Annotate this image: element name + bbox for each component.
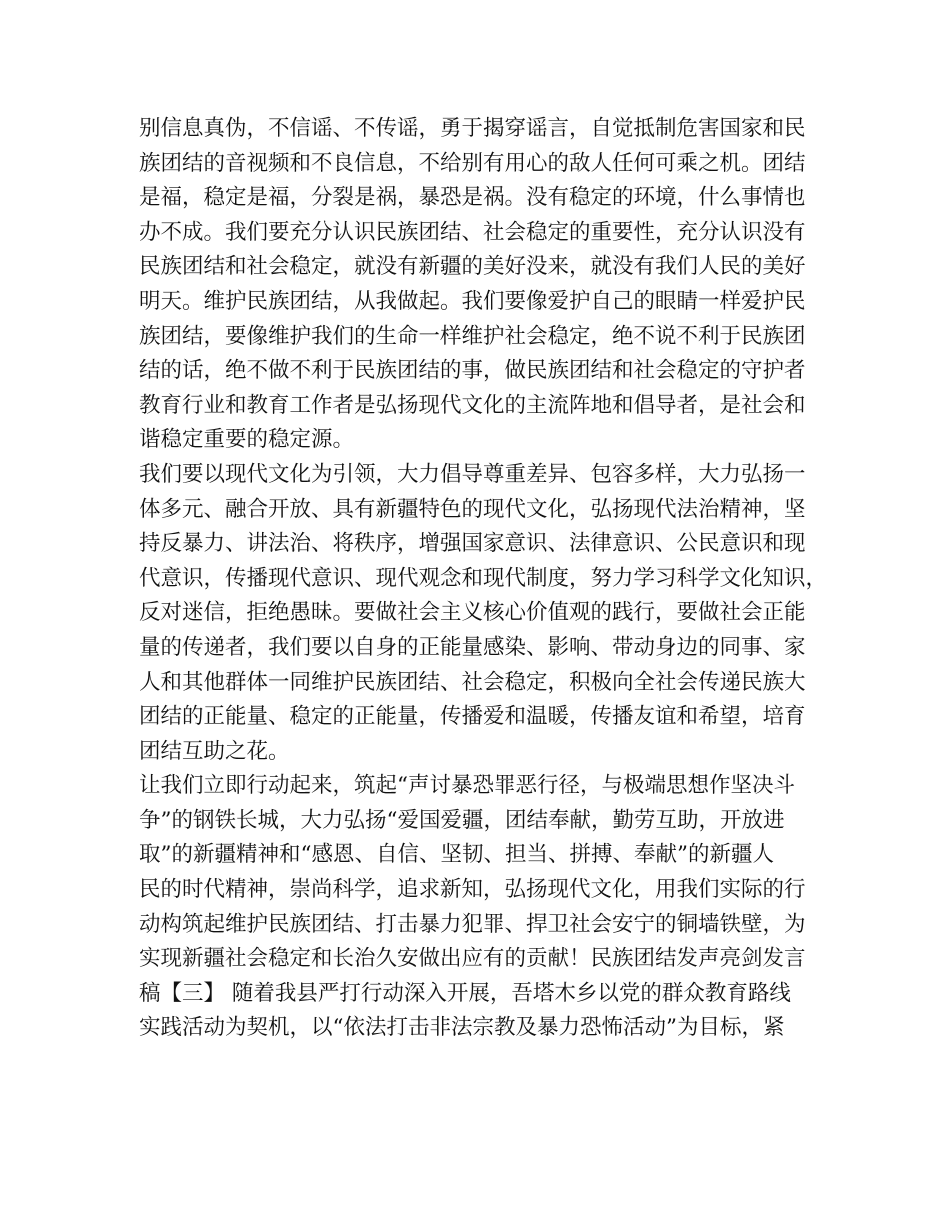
text-line: 明天。维护民族团结，从我做起。我们要像爱护自己的眼睛一样爱护民 [139,288,806,314]
text-line: 办不成。我们要充分认识民族团结、社会稳定的重要性，充分认识没有 [139,219,806,245]
text-line: 反对迷信，拒绝愚昧。要做社会主义核心价值观的践行，要做社会正能 [139,600,806,626]
text-line: 团结互助之花。 [139,738,290,764]
text-line: 持反暴力、讲法治、将秩序，增强国家意识、法律意识、公民意识和现 [139,531,806,557]
text-line: 体多元、融合开放、具有新疆特色的现代文化，弘扬现代法治精神，坚 [139,496,806,522]
text-line: 取”的新疆精神和“感恩、自信、坚韧、担当、拼搏、奉献”的新疆人 [139,842,774,868]
text-line: 实现新疆社会稳定和长治久安做出应有的贡献！民族团结发声亮剑发言 [139,946,806,972]
text-line: 谐稳定重要的稳定源。 [139,427,355,453]
text-line: 争”的钢铁长城，大力弘扬“爱国爱疆，团结奉献，勤劳互助，开放进 [139,807,785,833]
text-line: 我们要以现代文化为引领，大力倡导尊重差异、包容多样，大力弘扬一 [139,461,806,487]
text-line: 族团结的音视频和不良信息，不给别有用心的敌人任何可乘之机。团结 [139,150,806,176]
text-line: 让我们立即行动起来，筑起“声讨暴恐罪恶行径，与极端思想作坚决斗 [139,773,795,799]
text-line: 别信息真伪，不信谣、不传谣，勇于揭穿谣言，自觉抵制危害国家和民 [139,116,806,141]
text-line: 动构筑起维护民族团结、打击暴力犯罪、捍卫社会安宁的铜墙铁壁，为 [139,911,806,937]
text-line: 结的话，绝不做不利于民族团结的事，做民族团结和社会稳定的守护者 [139,358,806,384]
body-text [139,112,828,1046]
text-line: 实践活动为契机，以“依法打击非法宗教及暴力恐怖活动”为目标，紧 [139,1015,785,1041]
text-line: 民的时代精神，崇尚科学，追求新知，弘扬现代文化，用我们实际的行 [139,877,806,903]
text-line: 教育行业和教育工作者是弘扬现代文化的主流阵地和倡导者，是社会和 [139,392,806,418]
text-line: 族团结，要像维护我们的生命一样维护社会稳定，绝不说不利于民族团 [139,323,806,349]
text-line: 是福，稳定是福，分裂是祸，暴恐是祸。没有稳定的环境，什么事情也 [139,185,806,211]
text-line: 稿【三】 随着我县严打行动深入开展，吾塔木乡以党的群众教育路线 [139,980,791,1006]
text-line: 团结的正能量、稳定的正能量，传播爱和温暖，传播友谊和希望，培育 [139,704,806,730]
text-line: 民族团结和社会稳定，就没有新疆的美好没来，就没有我们人民的美好 [139,254,806,280]
text-line: 代意识，传播现代意识、现代观念和现代制度，努力学习科学文化知识， [139,565,828,591]
text-line: 人和其他群体一同维护民族团结、社会稳定，积极向全社会传递民族大 [139,669,806,695]
text-line: 量的传递者，我们要以自身的正能量感染、影响、带动身边的同事、家 [139,634,806,660]
